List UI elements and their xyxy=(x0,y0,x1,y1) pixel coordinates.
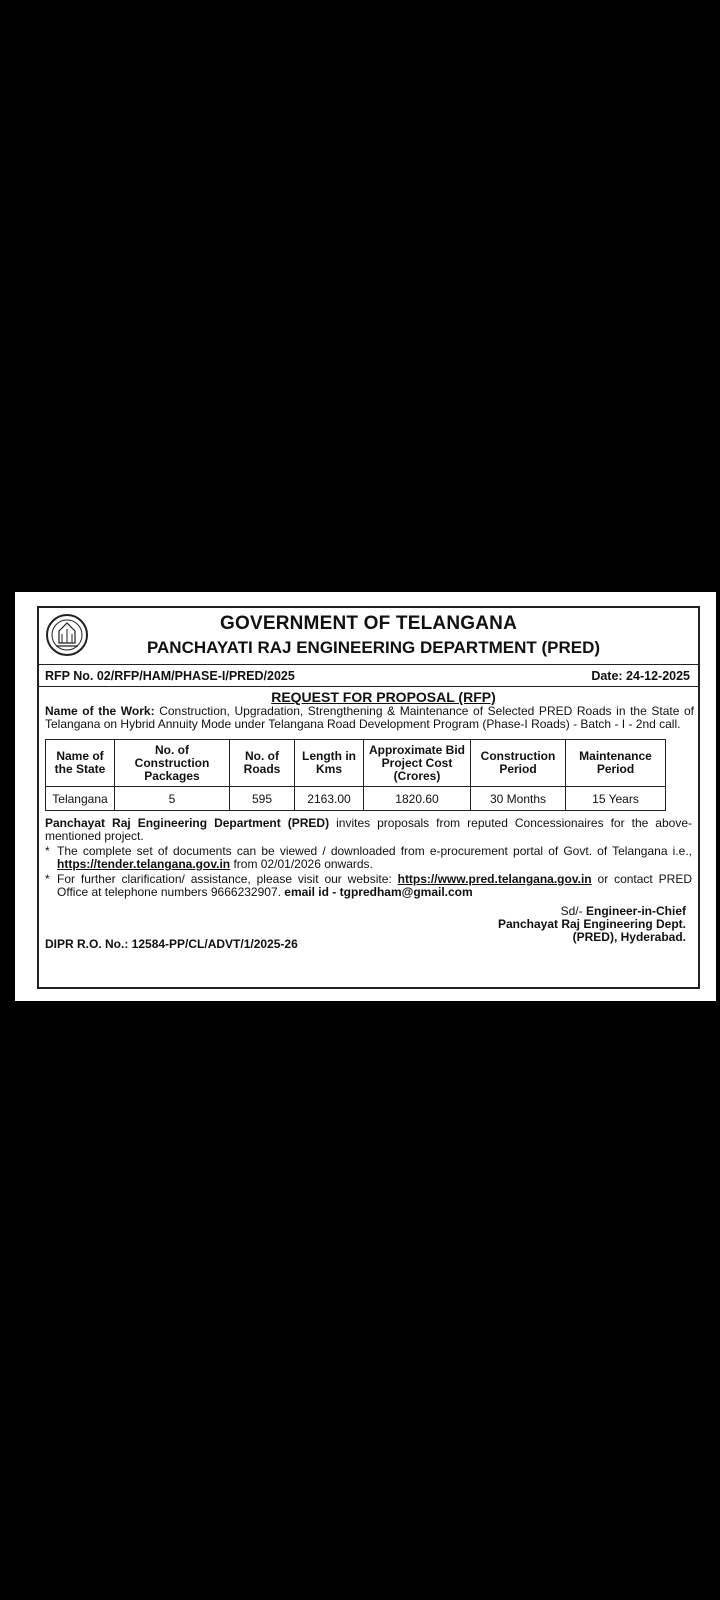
header-length: Length in Kms xyxy=(295,740,364,787)
header-maintenance-period: Maintenance Period xyxy=(566,740,666,787)
cell-length: 2163.00 xyxy=(295,787,364,811)
signature-sd: Sd/- xyxy=(560,904,583,918)
tender-notice xyxy=(15,592,716,1001)
notice-footer xyxy=(39,899,698,955)
work-description xyxy=(39,705,698,731)
work-label: Name of the Work: xyxy=(45,704,155,718)
bullet-2-contact: or contact PRED Office at telephone numbers 9666232907. xyxy=(57,872,693,899)
header-cost: Approximate Bid Project Cost (Crores) xyxy=(364,740,471,787)
cell-roads: 595 xyxy=(230,787,295,811)
pred-website-link[interactable]: https://www.pred.telangana.gov.in xyxy=(397,872,592,886)
signature-title: Engineer-in-Chief xyxy=(585,904,686,918)
bullet-2-text: For further clarification/ assistance, please visit our website: xyxy=(57,872,398,886)
table-row xyxy=(46,787,666,811)
header-state: Name of the State xyxy=(46,740,115,787)
table-header-row xyxy=(46,740,666,787)
signature-dept: Panchayat Raj Engineering Dept. xyxy=(497,917,686,931)
bullet-star-icon: * xyxy=(45,844,50,858)
bullet-clarification xyxy=(39,871,698,899)
cell-cost: 1820.60 xyxy=(364,787,471,811)
signature-place: (PRED), Hyderabad. xyxy=(572,930,686,944)
dipr-number: DIPR R.O. No.: 12584-PP/CL/ADVT/1/2025-26 xyxy=(45,937,298,951)
project-table xyxy=(45,739,666,811)
header-roads: No. of Roads xyxy=(230,740,295,787)
invite-org: Panchayat Raj Engineering Department (PRED) xyxy=(45,816,330,830)
bullet-1-tail: from 02/01/2026 onwards. xyxy=(230,857,373,871)
notice-frame xyxy=(37,606,700,989)
email-id: email id - tgpredham@gmail.com xyxy=(284,885,473,899)
header-packages: No. of Construction Packages xyxy=(115,740,230,787)
rfp-heading: REQUEST FOR PROPOSAL (RFP) xyxy=(271,689,496,705)
cell-packages: 5 xyxy=(115,787,230,811)
bullet-1-text: The complete set of documents can be viewed / downloaded from e-procurement portal of Govt. of Telangana i.e., xyxy=(57,844,692,858)
invite-text: invites proposals from reputed Concessionaires for the above-mentioned project. xyxy=(45,816,692,843)
department-title: PANCHAYATI RAJ ENGINEERING DEPARTMENT (PRED) xyxy=(146,638,601,657)
rfp-number: RFP No. 02/RFP/HAM/PHASE-I/PRED/2025 xyxy=(45,669,295,683)
tender-portal-link[interactable]: https://tender.telangana.gov.in xyxy=(57,857,231,871)
bullet-documents xyxy=(39,843,698,871)
cell-construction-period: 30 Months xyxy=(471,787,566,811)
bullet-star-icon: * xyxy=(45,872,50,886)
government-title: GOVERNMENT OF TELANGANA xyxy=(220,613,517,634)
work-text: Construction, Upgradation, Strengthening & Maintenance of Selected PRED Roads in the State of Telangana on Hybrid Annuity Mode under Telangana Road Development Program (Phase-I Roads) - Batch - I - 2nd call. xyxy=(45,704,694,731)
invitation-text xyxy=(39,811,698,843)
header-construction-period: Construction Period xyxy=(471,740,566,787)
cell-state: Telangana xyxy=(46,787,115,811)
cell-maintenance-period: 15 Years xyxy=(566,787,666,811)
notice-header xyxy=(39,608,698,665)
rfp-info-row xyxy=(39,665,698,687)
signature-block xyxy=(498,905,686,944)
rfp-date: Date: 24-12-2025 xyxy=(591,669,690,683)
